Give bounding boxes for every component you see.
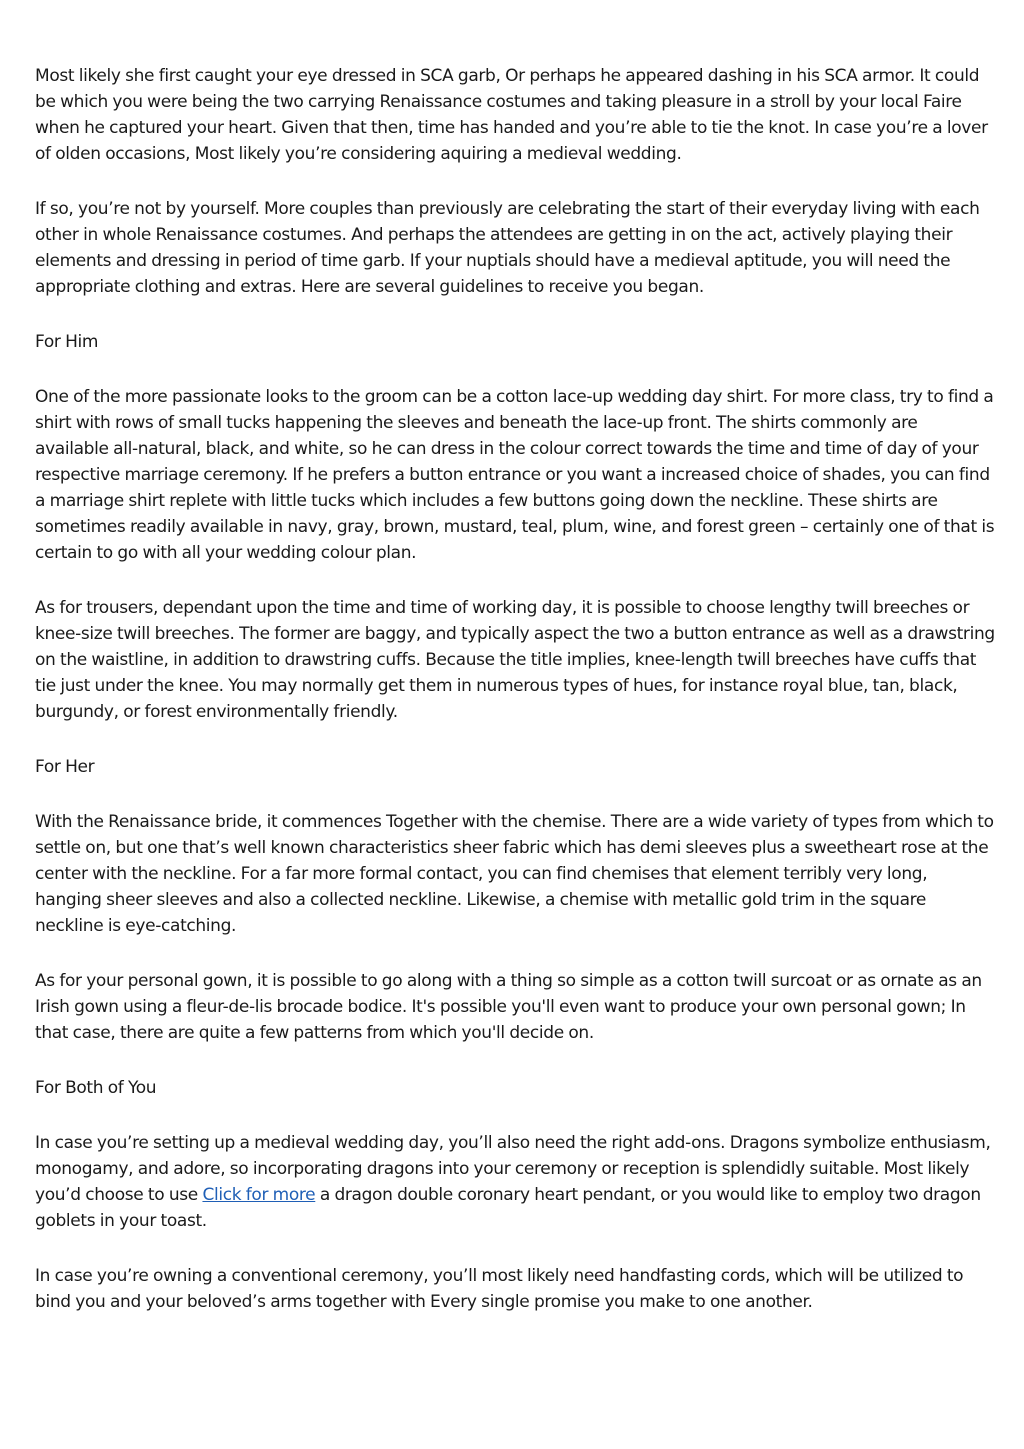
paragraph-gown: As for your personal gown, it is possible to go along with a thing so simple as a cotton twill surcoat or as ornate as an Irish gown using a fleur-de-lis brocade bodice. It's possible you'll even want to produce your own personal gown; In that case, there are quite a few patterns from which you'll decide on. [35, 971, 982, 1043]
heading-for-her: For Her [35, 757, 95, 777]
paragraph-groom-shirt: One of the more passionate looks to the groom can be a cotton lace-up wedding day shirt. For more class, try to find a shirt with rows of small tucks happening the sleeves and beneath the lace-up front. The shirts commonly are available all-natural, black, and white, so he can dress in the colour correct towards the time and time of day of your respective marriage ceremony. If he prefers a button entrance or you want a increased choice of shades, you can find a marriage shirt replete with little tucks which includes a few buttons going down the neckline. These shirts are sometimes readily available in navy, gray, brown, mustard, teal, plum, wine, and forest green – certainly one of that is certain to go with all your wedding colour plan. [35, 387, 995, 563]
paragraph-trousers: As for trousers, dependant upon the time and time of working day, it is possible to choose lengthy twill breeches or knee-size twill breeches. The former are baggy, and typically aspect the two a button entrance as well as a drawstring on the waistline, in addition to drawstring cuffs. Because the title implies, knee-length twill breeches have cuffs that tie just under the knee. You may normally get them in numerous types of hues, for instance royal blue, tan, black, burgundy, or forest environmentally friendly. [35, 598, 995, 722]
paragraph-intro: Most likely she first caught your eye dressed in SCA garb, Or perhaps he appeared dashing in his SCA armor. It could be which you were being the two carrying Renaissance costumes and taking pleasure in a stroll by your local Faire when he captured your heart. Given that then, time has handed and you’re able to tie the knot. In case you’re a lover of olden occasions, Most likely you’re considering aquiring a medieval wedding. [35, 66, 988, 164]
paragraph-chemise: With the Renaissance bride, it commences Together with the chemise. There are a wide variety of types from which to settle on, but one that’s well known characteristics sheer fabric which has demi sleeves plus a sweetheart rose at the center with the neckline. For a far more formal contact, you can find chemises that element terribly very long, hanging sheer sleeves and also a collected neckline. Likewise, a chemise with metallic gold trim in the square neckline is eye-catching. [35, 812, 994, 936]
paragraph-add-ons [35, 1130, 995, 1234]
add-ons-text-after: a dragon double coronary heart pendant, or you would like to employ two dragon goblets in your toast. [35, 1185, 981, 1231]
heading-for-him: For Him [35, 332, 99, 352]
heading-for-both: For Both of You [35, 1078, 157, 1098]
paragraph-not-alone: If so, you’re not by yourself. More couples than previously are celebrating the start of their everyday living with each other in whole Renaissance costumes. And perhaps the attendees are getting in on the act, actively playing their elements and dressing in period of time garb. If your nuptials should have a medieval aptitude, you will need the appropriate clothing and extras. Here are several guidelines to receive you began. [35, 199, 980, 297]
document-body [35, 63, 995, 1344]
paragraph-handfasting: In case you’re owning a conventional ceremony, you’ll most likely need handfasting cords, which will be utilized to bind you and your beloved’s arms together with Every single promise you make to one another. [35, 1266, 964, 1312]
click-for-more-link[interactable]: Click for more [202, 1185, 316, 1205]
add-ons-text-before: In case you’re setting up a medieval wedding day, you’ll also need the right add-ons. Dragons symbolize enthusiasm, monogamy, and adore, so incorporating dragons into your ceremony or reception is splendidly suitable. Most likely you’d choose to use [35, 1133, 991, 1205]
